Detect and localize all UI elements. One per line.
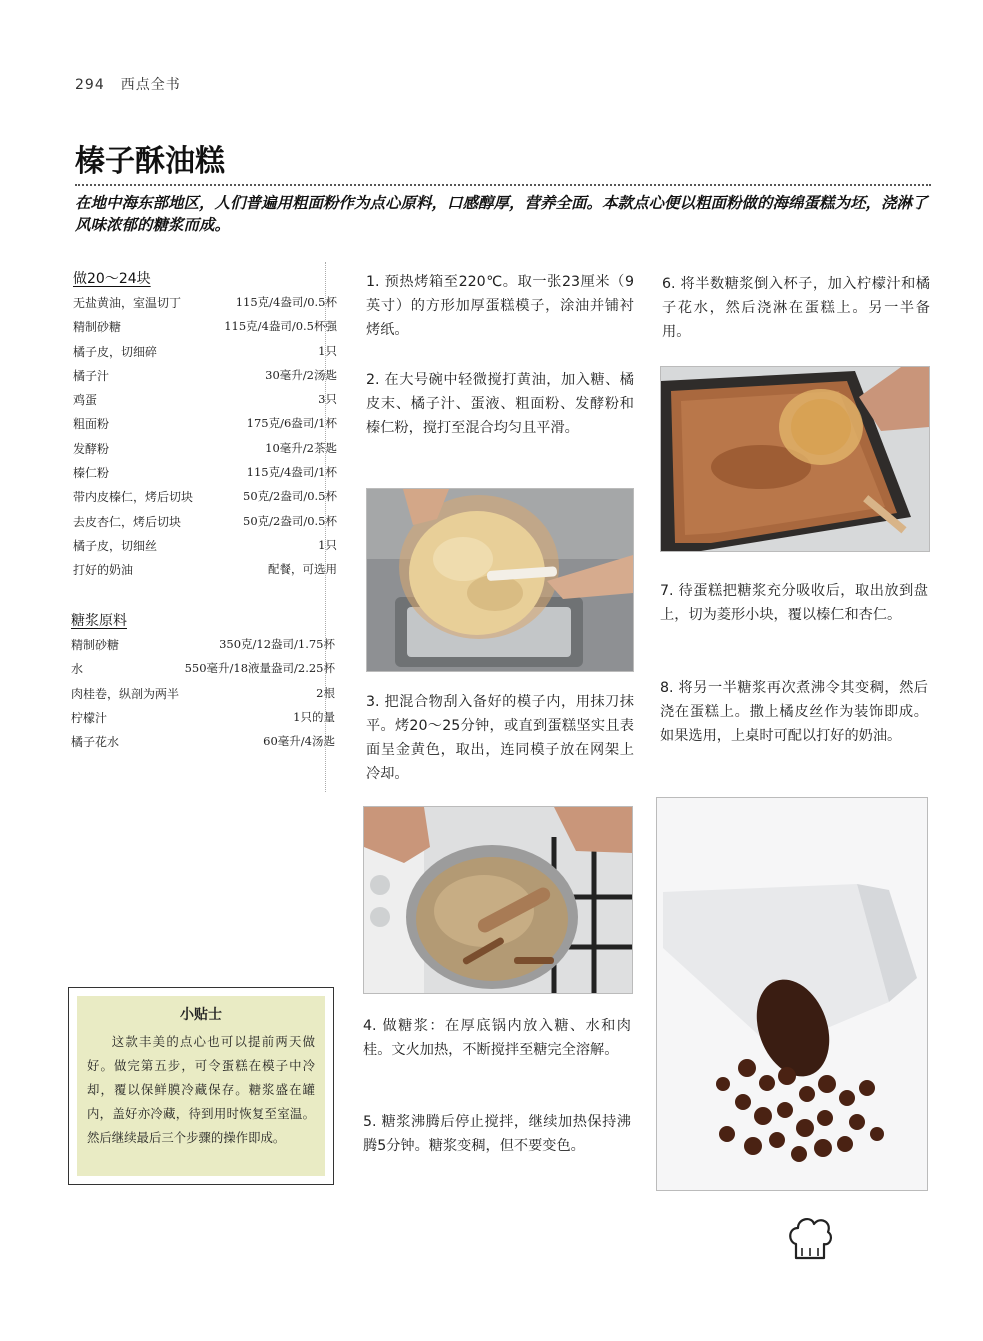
list-item: 鸡蛋 3只 xyxy=(73,392,337,408)
tip-body: 这款丰美的点心也可以提前两天做好。做完第五步，可令蛋糕在模子中冷却，覆以保鲜膜冷藏保存。糖浆盛在罐内，盖好亦冷藏，待到用时恢复至室温。然后继续最后三个步骤的操作即成。 xyxy=(87,1034,315,1145)
syrup-list xyxy=(71,636,335,757)
list-item: 柠檬汁 1只的量 xyxy=(71,709,335,725)
list-item: 带内皮榛仁，烤后切块 50克/2盎司/0.5杯 xyxy=(73,489,337,505)
intro-paragraph: 在地中海东部地区，人们普遍用粗面粉作为点心原料，口感醇厚，营养全面。本款点心便以粗面粉做的海绵蛋糕为坯，浇淋了风味浓郁的糖浆而成。 xyxy=(75,194,928,234)
list-item: 发酵粉 10毫升/2茶匙 xyxy=(73,440,337,456)
list-item: 打好的奶油 配餐，可选用 xyxy=(73,562,337,578)
list-item: 粗面粉 175克/6盎司/1杯 xyxy=(73,416,337,432)
syrup-heading: 糖浆原料 xyxy=(71,613,127,629)
book-title: 西点全书 xyxy=(120,77,181,93)
step-1: 1. 预热烤箱至220℃。取一张23厘米（9英寸）的方形加厚蛋糕模子，涂油并铺衬烤纸。 xyxy=(366,274,634,338)
list-item: 无盐黄油，室温切丁 115克/4盎司/0.5杯 xyxy=(73,295,337,310)
running-header xyxy=(75,74,181,94)
mixing-bowl-photo xyxy=(366,488,634,672)
list-item: 橘子花水 60毫升/4汤匙 xyxy=(71,734,335,750)
chef-hat-icon xyxy=(786,1214,834,1264)
syrup-section xyxy=(71,610,335,757)
ingredients-list xyxy=(73,294,337,586)
list-item: 肉桂卷，纵剖为两半 2根 xyxy=(71,685,335,701)
step-5: 5. 糖浆沸腾后停止搅拌，继续加热保持沸腾5分钟。糖浆变稠，但不要变色。 xyxy=(363,1114,631,1154)
page-title: 榛子酥油糕 xyxy=(75,144,225,179)
pouring-syrup-photo xyxy=(660,366,930,552)
list-item: 橘子皮，切细丝 1只 xyxy=(73,537,337,553)
step-3: 3. 把混合物刮入备好的模子内，用抹刀抹平。烤20～25分钟，或直到蛋糕坚实且表面呈金黄色，取出，连同模子放在网架上冷却。 xyxy=(366,694,634,782)
list-item: 精制砂糖 350克/12盎司/1.75杯 xyxy=(71,637,335,652)
list-item: 橘子皮，切细碎 1只 xyxy=(73,343,337,359)
step-7: 7. 待蛋糕把糖浆充分吸收后，取出放到盘上，切为菱形小块，覆以榛仁和杏仁。 xyxy=(660,583,928,623)
list-item: 去皮杏仁，烤后切块 50克/2盎司/0.5杯 xyxy=(73,513,337,529)
ingredients-heading: 做20～24块 xyxy=(73,271,151,287)
list-item: 橘子汁 30毫升/2汤匙 xyxy=(73,367,337,383)
column-divider xyxy=(325,262,326,792)
syrup-saucepan-photo xyxy=(363,806,633,994)
step-6: 6. 将半数糖浆倒入杯子，加入柠檬汁和橘子花水，然后浇淋在蛋糕上。另一半备用。 xyxy=(662,276,930,340)
ingredients-section xyxy=(73,268,337,586)
list-item: 精制砂糖 115克/4盎司/0.5杯强 xyxy=(73,319,337,335)
title-divider xyxy=(75,184,931,186)
tip-panel xyxy=(77,996,325,1176)
step-8: 8. 将另一半糖浆再次煮沸令其变稠，然后浇在蛋糕上。撒上橘皮丝作为装饰即成。如果选用，上桌时可配以打好的奶油。 xyxy=(660,680,928,744)
chocolate-chips-cup-photo xyxy=(656,797,928,1191)
tip-box xyxy=(68,987,334,1185)
step-2: 2. 在大号碗中轻微搅打黄油，加入糖、橘皮末、橘子汁、蛋液、粗面粉、发酵粉和榛仁粉，搅打至混合均匀且平滑。 xyxy=(366,372,634,436)
page-number: 294 xyxy=(75,77,105,93)
tip-title: 小贴士 xyxy=(180,1007,222,1023)
list-item: 水 550毫升/18液量盎司/2.25杯 xyxy=(71,661,335,677)
list-item: 榛仁粉 115克/4盎司/1杯 xyxy=(73,465,337,481)
step-4: 4. 做糖浆：在厚底锅内放入糖、水和肉桂。文火加热，不断搅拌至糖完全溶解。 xyxy=(363,1018,631,1058)
